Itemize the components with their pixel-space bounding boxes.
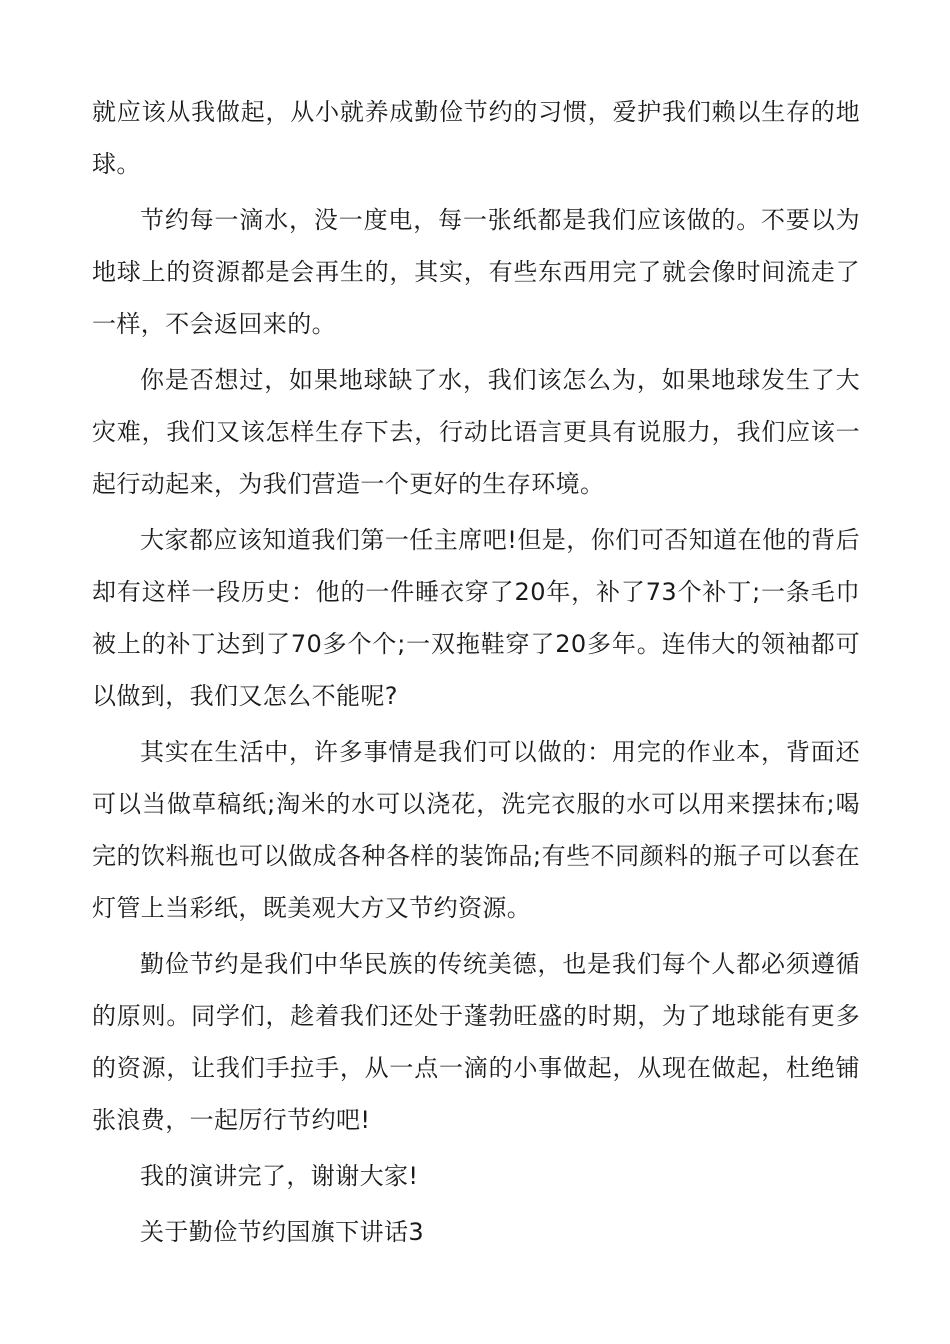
- paragraph-continuation: 就应该从我做起，从小就养成勤俭节约的习惯，爱护我们赖以生存的地球。: [92, 98, 860, 178]
- paragraph-chairman-example: 大家都应该知道我们第一任主席吧!但是，你们可否知道在他的背后却有这样一段历史：他的一件睡衣穿了20年，补了73个补丁;一条毛巾被上的补丁达到了70多个个;一双拖鞋穿了20多年。连伟大的领袖都可以做到，我们又怎么不能呢?: [92, 526, 860, 710]
- paragraph-save-resources: 节约每一滴水，没一度电，每一张纸都是我们应该做的。不要以为地球上的资源都是会再生的，其实，有些东西用完了就会像时间流走了一样，不会返回来的。: [92, 206, 860, 338]
- section-heading: 关于勤俭节约国旗下讲话3: [140, 1218, 425, 1246]
- paragraph-daily-life: 其实在生活中，许多事情是我们可以做的：用完的作业本，背面还可以当做草稿纸;淘米的水可以浇花，洗完衣服的水可以用来摆抹布;喝完的饮料瓶也可以做成各种各样的装饰品;有些不同颜料的瓶子可以套在灯管上当彩纸，既美观大方又节约资源。: [92, 738, 860, 922]
- document-page: [92, 86, 860, 1258]
- paragraph-traditional-virtue: 勤俭节约是我们中华民族的传统美德，也是我们每个人都必须遵循的原则。同学们，趁着我们还处于蓬勃旺盛的时期，为了地球能有更多的资源，让我们手拉手，从一点一滴的小事做起，从现在做起，杜绝铺张浪费，一起厉行节约吧!: [92, 950, 860, 1134]
- paragraph-closing: 我的演讲完了，谢谢大家!: [140, 1162, 419, 1190]
- paragraph-imagine-disaster: 你是否想过，如果地球缺了水，我们该怎么为，如果地球发生了大灾难，我们又该怎样生存下去，行动比语言更具有说服力，我们应该一起行动起来，为我们营造一个更好的生存环境。: [92, 366, 860, 498]
